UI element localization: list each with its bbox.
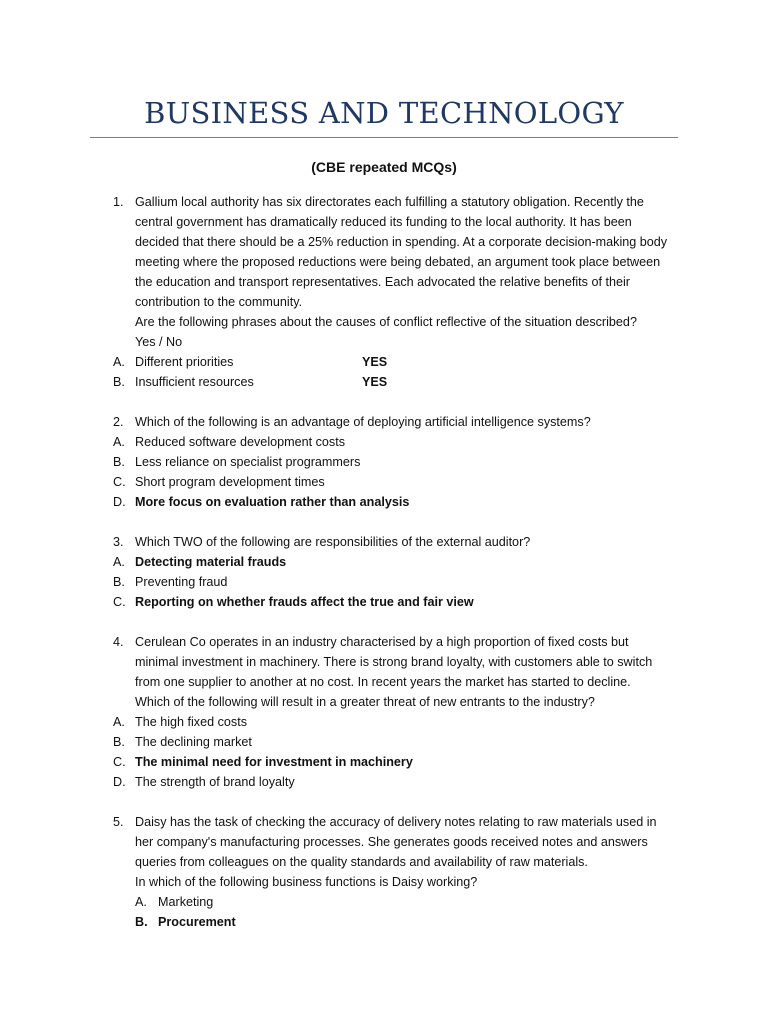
- question-3: [0, 532, 768, 612]
- option-letter: B.: [113, 375, 125, 389]
- question-text: Cerulean Co operates in an industry characterised by a high proportion of fixed costs but: [135, 635, 629, 649]
- option-row: [0, 892, 768, 912]
- option-letter: A.: [113, 355, 125, 369]
- option-text: The high fixed costs: [135, 715, 248, 729]
- option-row-correct: [0, 552, 768, 572]
- option-letter: D.: [113, 775, 126, 789]
- option-text-correct: The minimal need for investment in machinery: [135, 755, 413, 769]
- question-number: 5.: [113, 815, 124, 829]
- option-text: Preventing fraud: [135, 575, 228, 589]
- question-number: 2.: [113, 415, 124, 429]
- option-row: [0, 432, 768, 452]
- option-row: [0, 352, 768, 372]
- question-1: [0, 192, 768, 392]
- option-row: [0, 472, 768, 492]
- option-letter: B.: [113, 455, 125, 469]
- question-4: [0, 632, 768, 792]
- option-text: The declining market: [135, 735, 252, 749]
- option-letter: A.: [113, 715, 125, 729]
- option-row: [0, 452, 768, 472]
- option-text: The strength of brand loyalty: [135, 775, 295, 789]
- question-prompt: In which of the following business functions is Daisy working?: [135, 875, 478, 889]
- question-2: [0, 412, 768, 512]
- option-text-correct: More focus on evaluation rather than analysis: [135, 495, 410, 509]
- option-letter: B.: [113, 575, 125, 589]
- option-answer: YES: [362, 355, 388, 369]
- option-row-correct: [0, 592, 768, 612]
- page-subtitle: (CBE repeated MCQs): [311, 159, 457, 175]
- question-text: the education and transport representatives. Each advocated the relative benefits of their: [135, 275, 630, 289]
- question-prompt: Which of the following will result in a greater threat of new entrants to the industry?: [135, 695, 595, 709]
- option-row-correct: [0, 752, 768, 772]
- option-row: [0, 572, 768, 592]
- question-text: Gallium local authority has six directorates each fulfilling a statutory obligation. Recently the: [135, 195, 644, 209]
- option-row-correct: [0, 492, 768, 512]
- option-text: Short program development times: [135, 475, 325, 489]
- option-text: Reduced software development costs: [135, 435, 346, 449]
- option-text-correct: Detecting material frauds: [135, 555, 287, 569]
- option-text: Insufficient resources: [135, 375, 254, 389]
- question-text: Which of the following is an advantage of deploying artificial intelligence systems?: [135, 415, 591, 429]
- option-letter: A.: [135, 895, 147, 909]
- question-text: contribution to the community.: [135, 295, 303, 309]
- answer-format-label: Yes / No: [135, 335, 183, 349]
- option-answer: YES: [362, 375, 388, 389]
- option-row: [0, 712, 768, 732]
- option-letter: A.: [113, 435, 125, 449]
- option-letter: B.: [135, 915, 148, 929]
- question-number: 4.: [113, 635, 124, 649]
- question-5: [0, 812, 768, 932]
- question-number: 3.: [113, 535, 124, 549]
- question-prompt: Are the following phrases about the causes of conflict reflective of the situation described?: [135, 315, 637, 329]
- option-text: Marketing: [158, 895, 214, 909]
- title-divider: [90, 137, 678, 138]
- option-letter: B.: [113, 735, 125, 749]
- question-text: queries from colleagues on the quality standards and availability of raw materials.: [135, 855, 588, 869]
- question-list: [0, 192, 768, 932]
- option-letter: A.: [113, 555, 125, 569]
- question-number: 1.: [113, 195, 124, 209]
- question-text: meeting where the proposed reductions were being debated, an argument took place between: [135, 255, 661, 269]
- option-row: [0, 372, 768, 392]
- question-text: minimal investment in machinery. There is strong brand loyalty, with customers able to switch: [135, 655, 653, 669]
- question-text: from one supplier to another at no cost. In recent years the market has started to decline.: [135, 675, 631, 689]
- option-row: [0, 732, 768, 752]
- page-title: BUSINESS AND TECHNOLOGY: [144, 96, 624, 130]
- option-letter: D.: [113, 495, 126, 509]
- question-text: decided that there should be a 25% reduction in spending. At a corporate decision-making body: [135, 235, 668, 249]
- option-row-correct: [0, 912, 768, 932]
- question-text: Daisy has the task of checking the accuracy of delivery notes relating to raw materials used in: [135, 815, 657, 829]
- option-text: Different priorities: [135, 355, 234, 369]
- option-text: Less reliance on specialist programmers: [135, 455, 361, 469]
- question-text: central government has dramatically reduced its funding to the local authority. It has been: [135, 215, 632, 229]
- option-letter: C.: [113, 595, 126, 609]
- question-text: her company's manufacturing processes. She generates goods received notes and answers: [135, 835, 648, 849]
- option-row: [0, 772, 768, 792]
- option-text-correct: Procurement: [158, 915, 236, 929]
- option-letter: C.: [113, 755, 126, 769]
- option-text-correct: Reporting on whether frauds affect the true and fair view: [135, 595, 474, 609]
- question-text: Which TWO of the following are responsibilities of the external auditor?: [135, 535, 531, 549]
- option-letter: C.: [113, 475, 126, 489]
